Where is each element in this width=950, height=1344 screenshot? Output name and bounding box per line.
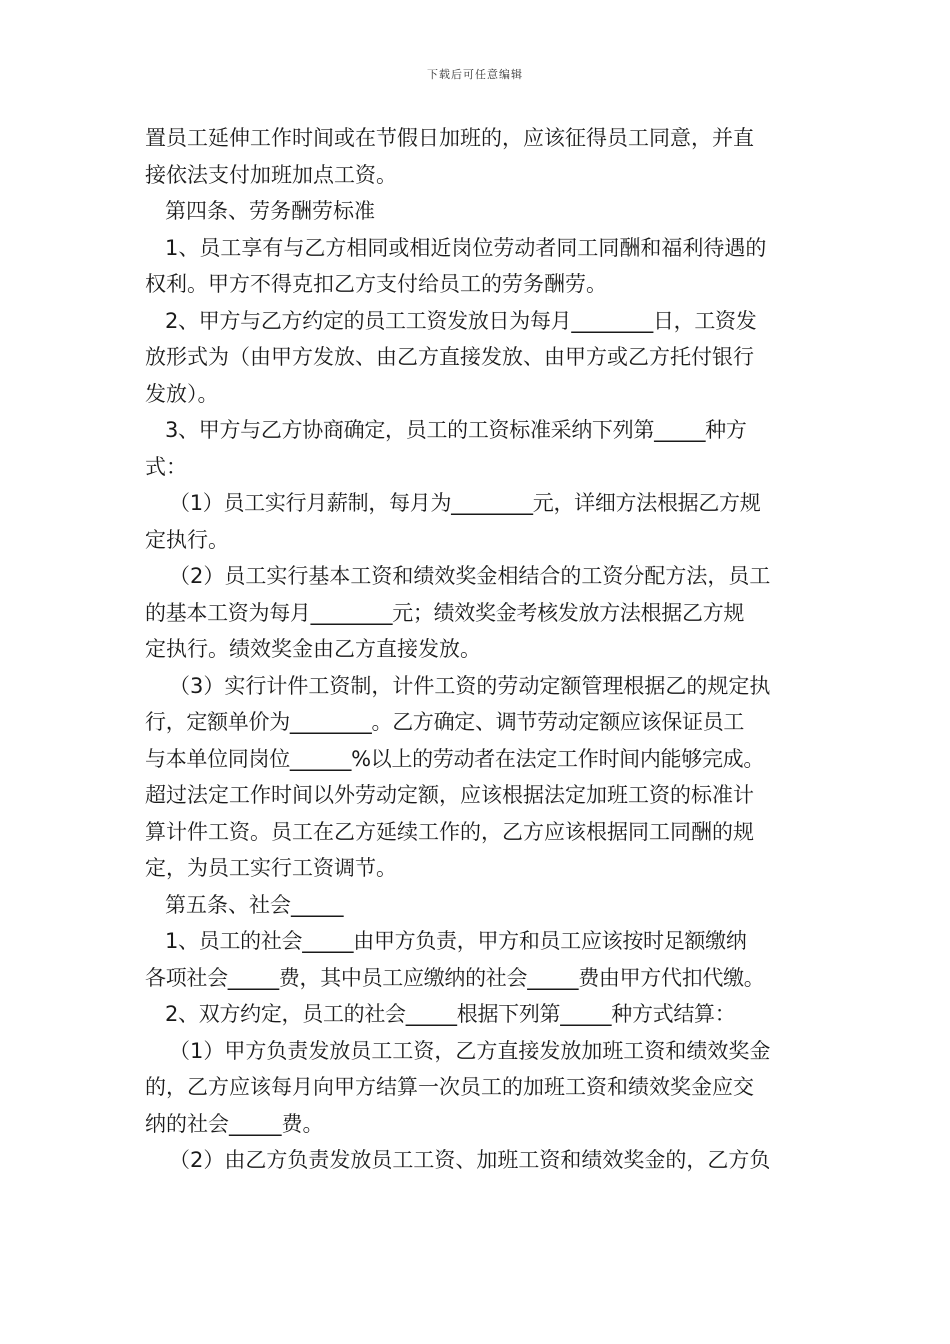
- text-line: （3）实行计件工资制，计件工资的劳动定额管理根据乙的规定执: [169, 673, 771, 698]
- text-line: 与本单位同岗位______%以上的劳动者在法定工作时间内能够完成。: [145, 746, 765, 771]
- document-body: [145, 120, 815, 1179]
- text-line: 放形式为（由甲方发放、由乙方直接发放、由甲方或乙方托付银行: [145, 345, 754, 369]
- text-line: （1）员工实行月薪制，每月为________元，详细方法根据乙方规: [169, 491, 761, 515]
- page-header: 下载后可任意编辑: [427, 68, 523, 81]
- text-line: 定，为员工实行工资调节。: [145, 856, 397, 880]
- text-line: （2）由乙方负责发放员工工资、加班工资和绩效奖金的，乙方负: [169, 1148, 771, 1172]
- text-line: 第四条、劳务酬劳标准: [165, 199, 375, 223]
- text-line: 超过法定工作时间以外劳动定额，应该根据法定加班工资的标准计: [145, 783, 754, 807]
- text-line: 定执行。: [145, 527, 229, 552]
- text-line: 2、甲方与乙方约定的员工工资发放日为每月________日，工资发: [165, 308, 757, 333]
- text-line: 的基本工资为每月________元；绩效奖金考核发放方法根据乙方规: [145, 600, 745, 625]
- text-line: 1、员工享有与乙方相同或相近岗位劳动者同工同酬和福利待遇的: [165, 235, 767, 260]
- text-line: 算计件工资。员工在乙方延续工作的，乙方应该根据同工同酬的规: [145, 819, 754, 844]
- text-line: 式：: [145, 454, 187, 479]
- text-line: 的，乙方应该每月向甲方结算一次员工的加班工资和绩效奖金应交: [145, 1075, 754, 1099]
- text-line: 第五条、社会_____: [165, 892, 344, 917]
- text-line: 接依法支付加班加点工资。: [145, 162, 397, 187]
- text-line: 1、员工的社会_____由甲方负责，甲方和员工应该按时足额缴纳: [165, 929, 747, 953]
- text-line: 发放）。: [145, 381, 219, 406]
- text-line: 纳的社会_____费。: [145, 1111, 324, 1136]
- text-line: （2）员工实行基本工资和绩效奖金相结合的工资分配方法，员工: [169, 564, 771, 588]
- text-line: （1）甲方负责发放员工工资，乙方直接发放加班工资和绩效奖金: [169, 1038, 771, 1063]
- text-line: 置员工延伸工作时间或在节假日加班的，应该征得员工同意，并直: [145, 126, 754, 150]
- text-line: 定执行。绩效奖金由乙方直接发放。: [145, 637, 481, 661]
- text-line: 权利。甲方不得克扣乙方支付给员工的劳务酬劳。: [145, 272, 607, 296]
- text-line: 行，定额单价为________。乙方确定、调节劳动定额应该保证员工: [145, 710, 745, 734]
- text-line: 3、甲方与乙方协商确定，员工的工资标准采纳下列第_____种方: [165, 418, 747, 442]
- text-line: 2、双方约定，员工的社会_____根据下列第_____种方式结算：: [165, 1002, 736, 1026]
- text-line: 各项社会_____费，其中员工应缴纳的社会_____费由甲方代扣代缴。: [145, 965, 765, 990]
